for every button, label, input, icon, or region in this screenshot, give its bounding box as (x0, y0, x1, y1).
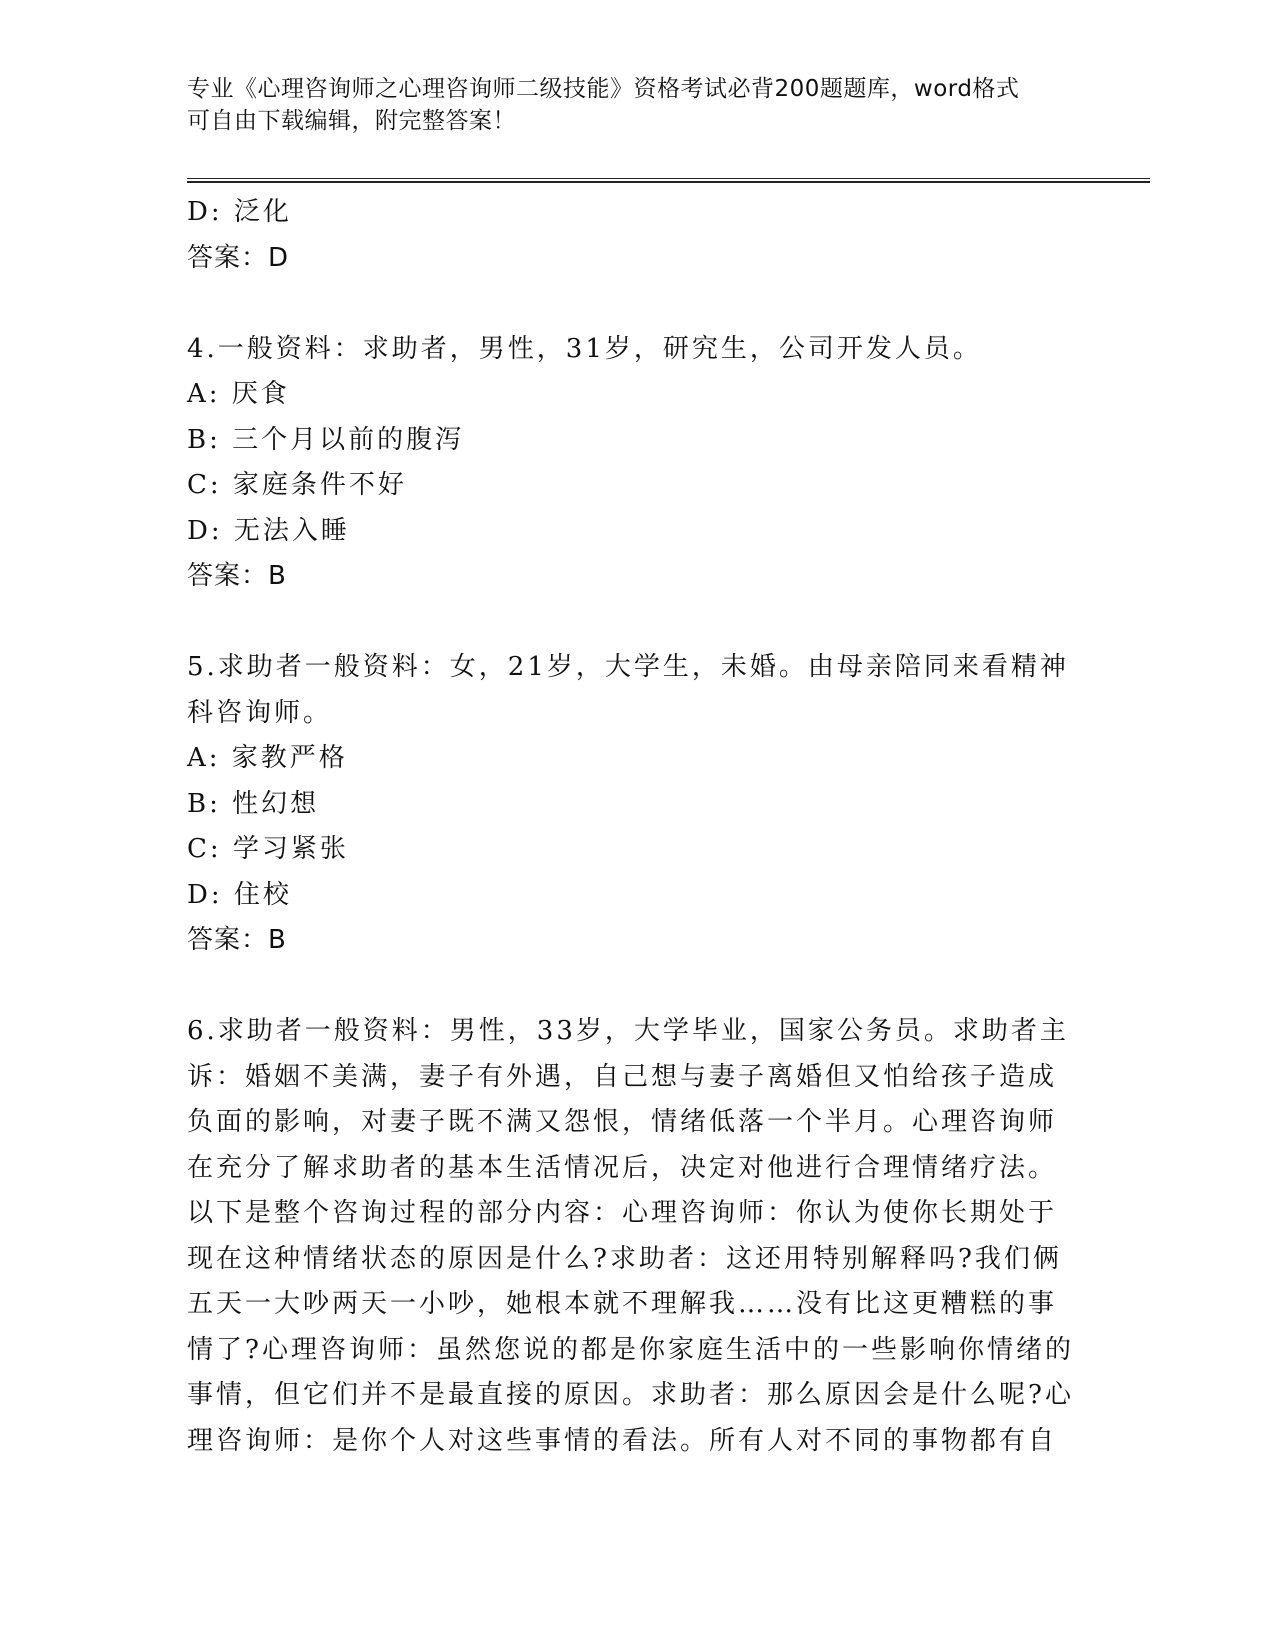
q6-line: 在充分了解求助者的基本生活情况后，决定对他进行合理情绪疗法。 (187, 1152, 1058, 1183)
q6-line: 6.求助者一般资料：男性，33岁，大学毕业，国家公务员。求助者主 (187, 1016, 1069, 1046)
header-line-2: 可自由下载编辑，附完整答案！ (187, 108, 516, 134)
spacer (187, 600, 1067, 646)
q3-option-d: D: 泛化 (187, 197, 292, 227)
question-3-tail (187, 190, 1067, 281)
q6-line: 以下是整个咨询过程的部分内容：心理咨询师：你认为使你长期处于 (187, 1198, 1058, 1228)
header-line-1: 专业《心理咨询师之心理咨询师二级技能》资格考试必背200题题库，word格式 (187, 76, 1020, 102)
q5-stem-line-2: 科咨询师。 (187, 697, 333, 728)
q4-option-c: C: 家庭条件不好 (187, 470, 407, 500)
q5-option-d: D: 住校 (187, 879, 292, 910)
q6-line: 事情，但它们并不是最直接的原因。求助者：那么原因会是什么呢?心 (187, 1380, 1074, 1410)
spacer (187, 964, 1067, 1010)
header-divider (187, 178, 1150, 183)
q6-line: 现在这种情绪状态的原因是什么?求助者：这还用特别解释吗?我们俩 (187, 1243, 1062, 1274)
q6-line: 情了?心理咨询师：虽然您说的都是你家庭生活中的一些影响你情绪的 (187, 1334, 1074, 1365)
question-6 (187, 1009, 1074, 1464)
q5-option-b: B: 性幻想 (187, 788, 320, 819)
q4-option-b: B: 三个月以前的腹泻 (187, 424, 465, 455)
q4-option-a: A: 厌食 (187, 379, 290, 409)
q6-line: 诉：婚姻不美满，妻子有外遇，自己想与妻子离婚但又怕给孩子造成 (187, 1061, 1058, 1092)
q5-option-c: C: 学习紧张 (187, 834, 349, 864)
question-5 (187, 645, 1067, 964)
q4-answer: 答案：B (187, 561, 287, 591)
page-header (187, 73, 1067, 137)
q3-answer: 答案：D (187, 242, 290, 273)
q6-line: 负面的影响，对妻子既不满又怨恨，情绪低落一个半月。心理咨询师 (187, 1107, 1058, 1137)
q5-stem-line-1: 5.求助者一般资料：女，21岁，大学生，未婚。由母亲陪同来看精神 (187, 652, 1069, 682)
spacer (187, 281, 1067, 327)
q4-stem: 4.一般资料：求助者，男性，31岁，研究生，公司开发人员。 (187, 333, 982, 364)
q6-line: 五天一大吵两天一小吵，她根本就不理解我……没有比这更糟糕的事 (187, 1289, 1058, 1319)
question-4 (187, 327, 1067, 600)
question-content (187, 190, 1074, 1464)
q5-answer: 答案：B (187, 925, 287, 955)
q4-option-d: D: 无法入睡 (187, 515, 350, 546)
q6-line: 理咨询师：是你个人对这些事情的看法。所有人对不同的事物都有自 (187, 1425, 1058, 1456)
document-page (187, 0, 1150, 1650)
q5-option-a: A: 家教严格 (187, 743, 348, 773)
